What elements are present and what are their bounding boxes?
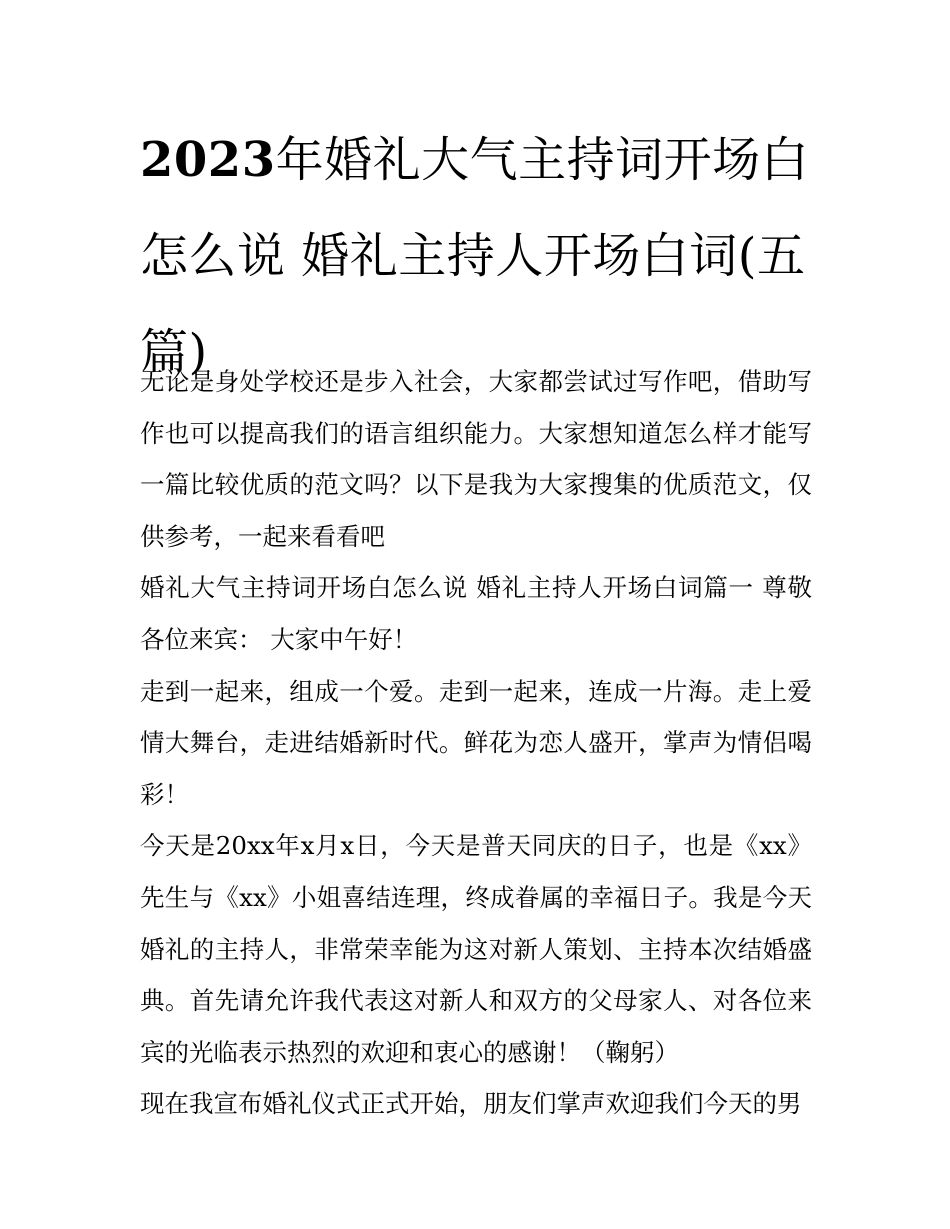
section-heading-paragraph: 婚礼大气主持词开场白怎么说 婚礼主持人开场白词篇一 尊敬各位来宾： 大家中午好！	[140, 573, 812, 654]
body-paragraph: 走到一起来，组成一个爱。走到一起来，连成一片海。走上爱情大舞台，走进结婚新时代。鲜花为恋人盛开，掌声为情侣喝彩！	[140, 676, 812, 809]
document-body	[140, 356, 812, 1130]
title-text: 年婚礼大气主持词开场白怎么说 婚礼主持人开场白词(五篇)	[140, 132, 810, 380]
title-year: 2023	[140, 132, 276, 188]
body-paragraph: 今天是20xx年x月x日，今天是普天同庆的日子，也是《xx》先生与《xx》小姐喜结连理，终成眷属的幸福日子。我是今天婚礼的主持人，非常荣幸能为这对新人策划、主持本次结婚盛典。首先请允许我代表这对新人和双方的父母家人、对各位来宾的光临表示热烈的欢迎和衷心的感谢！（鞠躬）	[140, 831, 812, 1067]
intro-paragraph: 无论是身处学校还是步入社会，大家都尝试过写作吧，借助写作也可以提高我们的语言组织能力。大家想知道怎么样才能写一篇比较优质的范文吗？以下是我为大家搜集的优质范文，仅供参考，一起来看看吧	[140, 367, 812, 551]
body-paragraph: 现在我宣布婚礼仪式正式开始，朋友们掌声欢迎我们今天的男	[140, 1089, 802, 1119]
